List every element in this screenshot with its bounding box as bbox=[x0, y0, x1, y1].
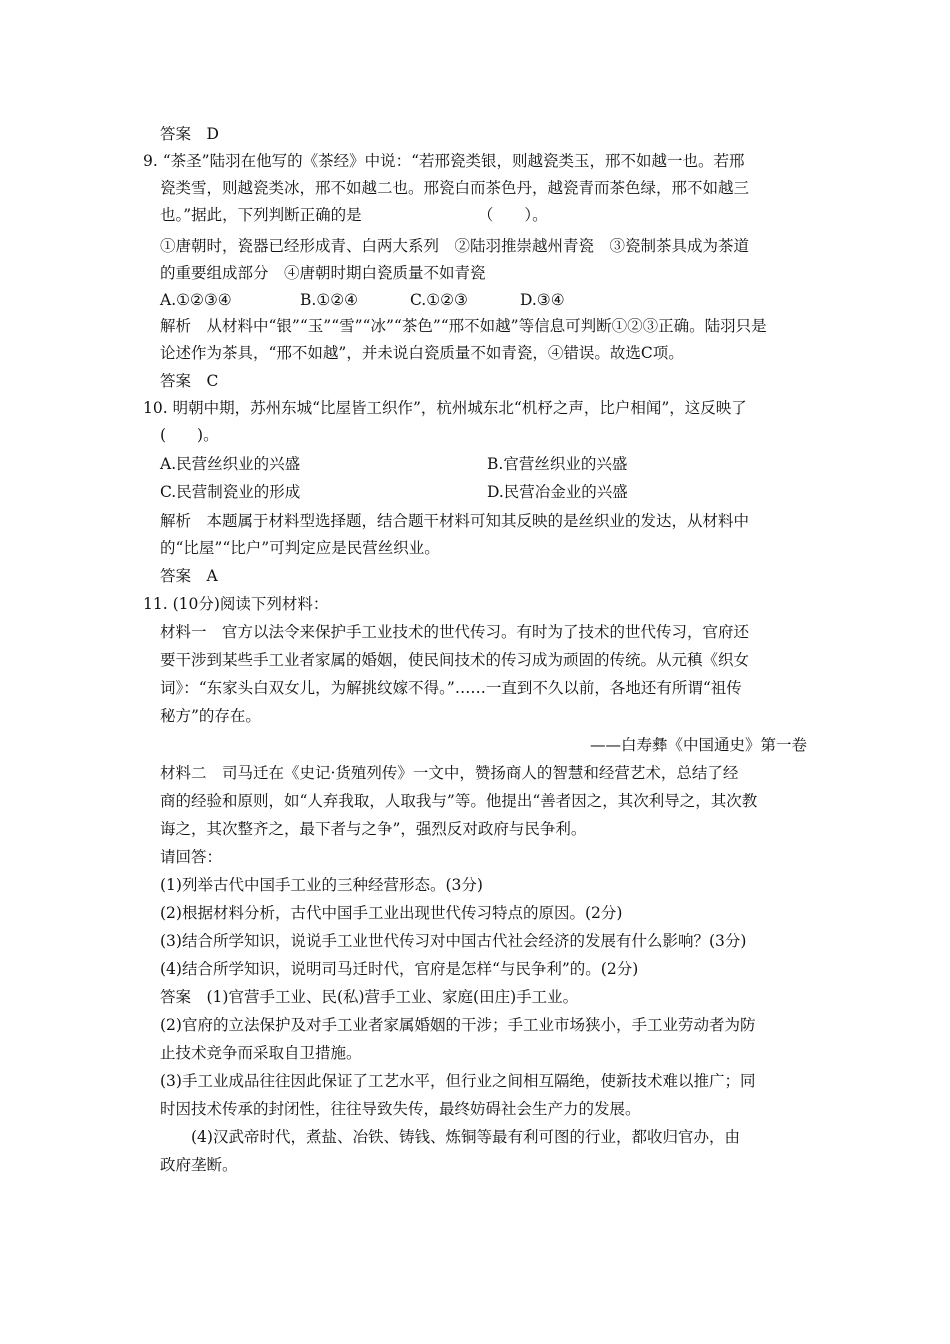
q10-answer: 答案 A bbox=[160, 567, 218, 585]
q11-answer-4-line-1: (4)汉武帝时代，煮盐、冶铁、铸钱、炼铜等最有利可图的行业，都收归官办，由 bbox=[160, 1128, 740, 1146]
q11-material-1-line-3: 词》：“东家头白双女儿，为解挑纹嫁不得。”……一直到不久以前，各地还有所谓“祖传 bbox=[160, 679, 742, 697]
q9-line-3: 也。”据此，下列判断正确的是 （ ）。 bbox=[160, 206, 548, 224]
q11-material-2-line-2: 商的经验和原则，如“人弃我取，人取我与”等。他提出“善者因之，其次利导之，其次教 bbox=[160, 792, 758, 810]
q10-analysis-2: 的“比屋”“比户”可判定应是民营丝织业。 bbox=[160, 539, 440, 557]
q11-material-2-line-3: 诲之，其次整齐之，最下者与之争”，强烈反对政府与民争利。 bbox=[160, 820, 587, 838]
q10-option-d: D.民营冶金业的兴盛 bbox=[487, 483, 628, 501]
q11-answer-3-line-1: (3)手工业成品往往因此保证了工艺水平，但行业之间相互隔绝，使新技术难以推广；同 bbox=[160, 1072, 756, 1090]
q11-answer-2-line-1: (2)官府的立法保护及对手工业者家属婚姻的干涉；手工业市场狭小，手工业劳动者为防 bbox=[160, 1016, 756, 1034]
q9-line-2: 瓷类雪，则越瓷类冰，邢不如越二也。邢瓷白而茶色丹，越瓷青而茶色绿，邢不如越三 bbox=[160, 179, 750, 197]
q9-statement-2: 的重要组成部分 ④唐朝时期白瓷质量不如青瓷 bbox=[160, 264, 486, 282]
q10-analysis-1: 解析 本题属于材料型选择题，结合题干材料可知其反映的是丝织业的发达，从材料中 bbox=[160, 512, 750, 530]
q11-prompt: 请回答： bbox=[160, 848, 223, 866]
q10-option-b: B.官营丝织业的兴盛 bbox=[487, 455, 628, 473]
q10-line-2: ( )。 bbox=[160, 426, 219, 444]
q9-statement-1: ①唐朝时，瓷器已经形成青、白两大系列 ②陆羽推崇越州青瓷 ③瓷制茶具成为茶道 bbox=[160, 237, 750, 255]
q11-answer-4-line-2: 政府垄断。 bbox=[160, 1156, 238, 1174]
q9-option-c: C.①②③ bbox=[410, 291, 468, 309]
q11-material-2-line-1: 材料二 司马迁在《史记·货殖列传》一文中，赞扬商人的智慧和经营艺术，总结了经 bbox=[160, 764, 739, 782]
q9-option-a: A.①②③④ bbox=[160, 291, 232, 309]
q11-material-1-source: ——白寿彝《中国通史》第一卷 bbox=[589, 736, 807, 754]
q10-option-c: C.民营制瓷业的形成 bbox=[160, 483, 301, 501]
q9-analysis-1: 解析 从材料中“银”“玉”“雪”“冰”“茶色”“邢不如越”等信息可判断①②③正确。陆羽只是 bbox=[160, 317, 767, 335]
q11-material-1-line-1: 材料一 官方以法令来保护手工业技术的世代传习。有时为了技术的世代传习，官府还 bbox=[160, 623, 750, 641]
q11-material-1-line-4: 秘方”的存在。 bbox=[160, 707, 261, 725]
q11-material-1-line-2: 要干涉到某些手工业者家属的婚姻，使民间技术的传习成为顽固的传统。从元稹《织女 bbox=[160, 651, 750, 669]
q11-answer-2-line-2: 止技术竞争而采取自卫措施。 bbox=[160, 1044, 362, 1062]
q9-line-1: 9. “茶圣”陆羽在他写的《茶经》中说：“若邢瓷类银，则越瓷类玉，邢不如越一也。若邢 bbox=[143, 152, 745, 170]
q9-answer: 答案 C bbox=[160, 372, 219, 390]
q11-part-2: (2)根据材料分析，古代中国手工业出现世代传习特点的原因。(2分) bbox=[160, 904, 623, 922]
q9-option-d: D.③④ bbox=[520, 291, 565, 309]
q11-title: 11. (10分)阅读下列材料： bbox=[143, 595, 329, 613]
q11-part-1: (1)列举古代中国手工业的三种经营形态。(3分) bbox=[160, 876, 483, 894]
q9-analysis-2: 论述作为茶具，“邢不如越”，并未说白瓷质量不如青瓷，④错误。故选C项。 bbox=[160, 344, 684, 362]
q11-answer-3-line-2: 时因技术传承的封闭性，往往导致失传，最终妨碍社会生产力的发展。 bbox=[160, 1100, 641, 1118]
q11-answer-1: 答案 (1)官营手工业、民(私)营手工业、家庭(田庄)手工业。 bbox=[160, 988, 579, 1006]
q9-option-b: B.①②④ bbox=[300, 291, 359, 309]
q10-line-1: 10. 明朝中期，苏州东城“比屋皆工织作”，杭州城东北“机杼之声，比户相闻”，这反映了 bbox=[143, 399, 747, 417]
q11-part-3: (3)结合所学知识，说说手工业世代传习对中国古代社会经济的发展有什么影响？(3分) bbox=[160, 932, 747, 950]
q11-part-4: (4)结合所学知识，说明司马迁时代，官府是怎样“与民争利”的。(2分) bbox=[160, 960, 639, 978]
q10-option-a: A.民营丝织业的兴盛 bbox=[160, 455, 301, 473]
answer-q8: 答案 D bbox=[160, 125, 219, 143]
